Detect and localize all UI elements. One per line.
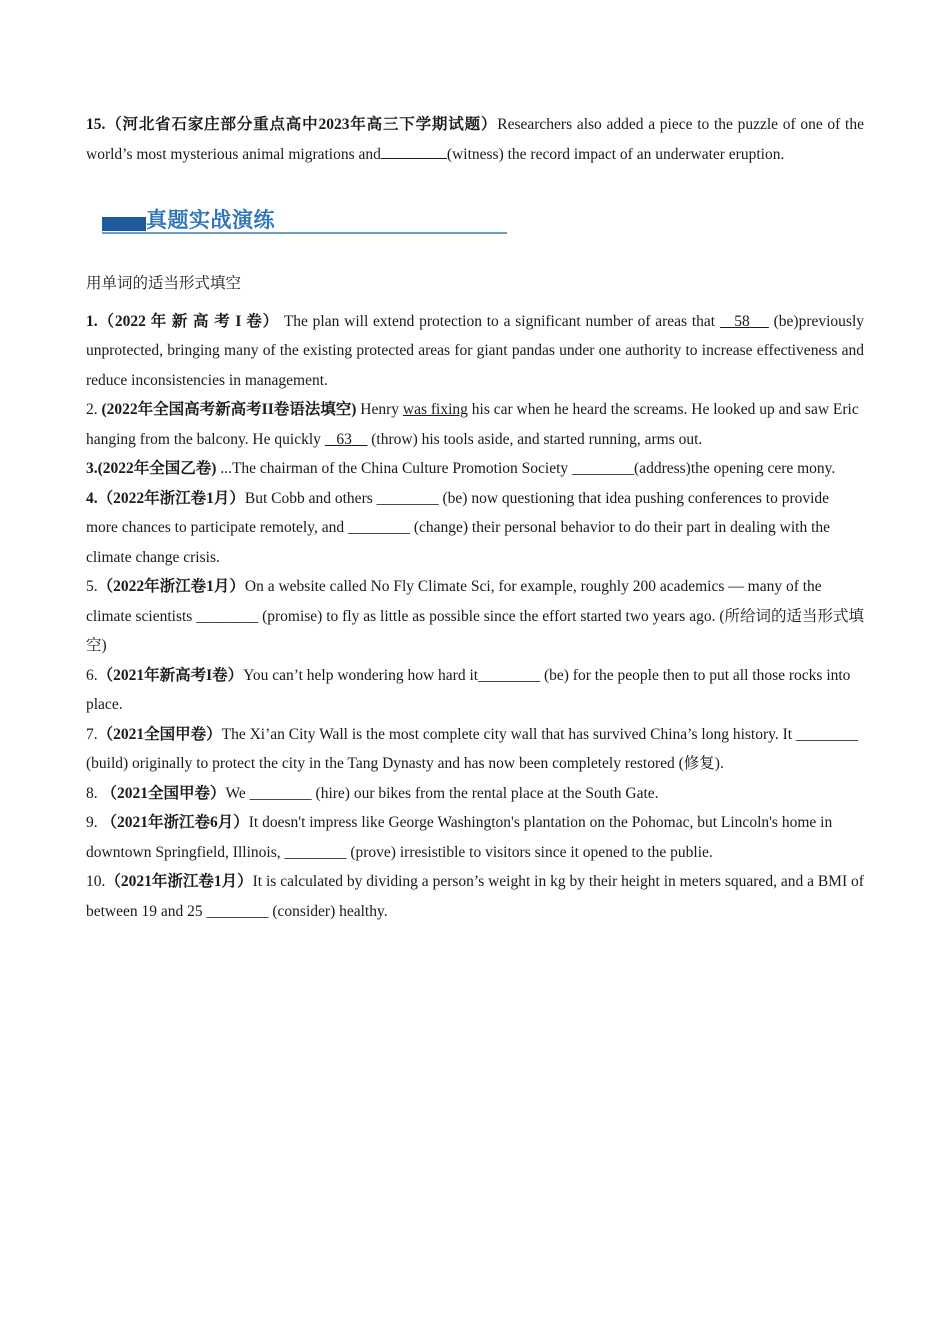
question-source: （2022 年 新 高 考 I 卷） (97, 312, 280, 330)
document-page (86, 110, 864, 926)
section-banner (86, 203, 864, 249)
question-source: (2022年全国高考新高考II卷语法填空) (101, 401, 357, 418)
question-source: （河北省石家庄部分重点高中2023年高三下学期试题） (105, 116, 498, 133)
question-8 (86, 779, 864, 809)
question-text: ...The chairman of the China Culture Promotion Society ________(address)the opening cere mony. (220, 460, 836, 477)
banner-bar-decoration (102, 217, 146, 231)
section-title: 真题实战演练 (146, 208, 275, 232)
question-text: On a website called No Fly Climate Sci, for example, roughly 200 academics — many of the climate scientists ________ (promise) to fly as little as possible since the effort started two years ago. (所给词的适当形式填空) (86, 578, 865, 654)
question-6 (86, 661, 864, 720)
blank-number: 63 (336, 430, 352, 448)
question-text-continued: his car when he heard the screams. He looked up and saw Eric hanging from the balcony. He quickly (86, 401, 859, 448)
question-text: Researchers also added a piece to the puzzle of one of the world’s most mysterious animal migrations and (86, 116, 864, 163)
question-7 (86, 720, 864, 779)
answer-blank[interactable] (325, 431, 368, 448)
instruction-text: 用单词的适当形式填空 (86, 275, 242, 292)
question-source: （2021年浙江卷6月） (101, 814, 249, 831)
question-text: Henry (360, 401, 400, 418)
question-3 (86, 454, 864, 484)
answer-blank[interactable] (720, 313, 769, 330)
question-text-continued: (be)previously unprotected, bringing many of the existing protected areas for giant pandas under one authority to increase effectiveness and reduce inconsistencies in management. (86, 312, 865, 389)
question-15 (86, 110, 864, 169)
question-number: 1. (86, 312, 98, 330)
question-text: The plan will extend protection to a significant number of areas that (283, 312, 716, 330)
question-number: 10. (86, 873, 106, 890)
question-2 (86, 395, 864, 454)
question-number: 3. (86, 460, 98, 477)
question-text: You can’t help wondering how hard it________ (be) for the people then to put all those rocks into place. (86, 666, 851, 713)
question-source: （2022年浙江卷1月） (97, 489, 245, 507)
question-number: 8. (86, 784, 98, 802)
question-9 (86, 808, 864, 867)
question-text: We ________ (hire) our bikes from the rental place at the South Gate. (225, 784, 659, 802)
question-text: The Xi’an City Wall is the most complete city wall that has survived China’s long history. It ________ (build) originally to protect the city in the Tang Dynasty and has now been completely restored (修复). (86, 725, 858, 772)
question-number: 5. (86, 578, 98, 595)
question-source: （2021全国甲卷） (101, 784, 226, 802)
question-number: 2. (86, 401, 98, 418)
question-text: It is calculated by dividing a person’s weight in kg by their height in meters squared, and a BMI of between 19 and 25 ________ (consider) healthy. (86, 873, 864, 920)
question-hint: (witness) the record impact of an underwater eruption. (446, 145, 785, 163)
question-text: But Cobb and others ________ (be) now questioning that idea pushing conferences to provide more chances to participate remotely, and ________ (change) their personal behavior to do their part in dealing with the climate change crisis. (86, 489, 831, 566)
question-number: 15. (86, 116, 106, 133)
question-number: 6. (86, 666, 98, 684)
question-source: （2021年浙江卷1月） (105, 873, 253, 890)
question-10 (86, 867, 864, 926)
question-number: 4. (86, 489, 98, 507)
question-4 (86, 484, 864, 573)
question-number: 7. (86, 725, 98, 743)
blank-number: 58 (734, 312, 750, 330)
question-source: （2021全国甲卷） (97, 725, 222, 743)
question-source: （2021年新高考I卷） (97, 666, 244, 684)
question-text: It doesn't impress like George Washington's plantation on the Pohomac, but Lincoln's home in downtown Springfield, Illinois, ________ (prove) irresistible to visitors since it opened to the publie. (86, 814, 833, 861)
question-text-end: (throw) his tools aside, and started running, arms out. (371, 430, 703, 448)
question-source: (2022年全国乙卷) (97, 460, 217, 477)
question-source: （2022年浙江卷1月） (97, 578, 245, 595)
underlined-phrase: was fixing (402, 401, 468, 418)
question-5 (86, 572, 864, 661)
question-number: 9. (86, 814, 98, 831)
question-1 (86, 307, 864, 396)
answer-blank[interactable] (381, 140, 447, 159)
banner-underline (102, 232, 507, 234)
